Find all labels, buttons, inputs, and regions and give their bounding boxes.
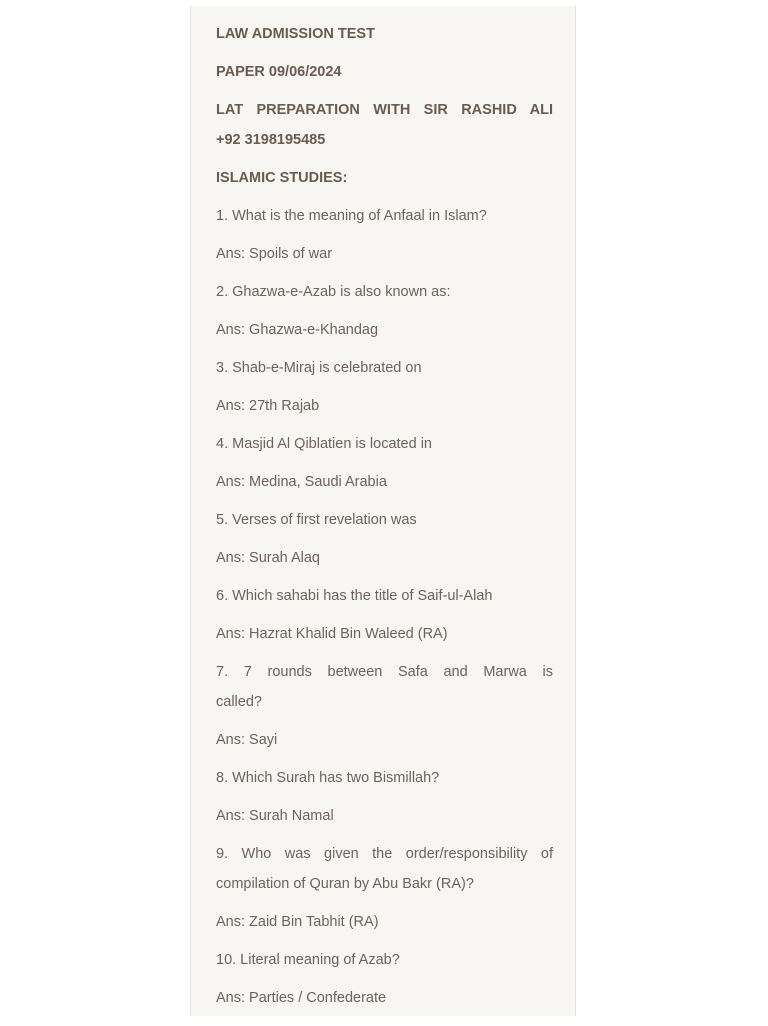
question-2: 2. Ghazwa-e-Azab is also known as: <box>216 284 451 300</box>
question-3: 3. Shab-e-Miraj is celebrated on <box>216 360 422 376</box>
answer-5: Ans: Surah Alaq <box>216 550 320 566</box>
question-10: 10. Literal meaning of Azab? <box>216 952 400 968</box>
question-7-line-2: called? <box>216 694 262 710</box>
prep-line: LAT PREPARATION WITH SIR RASHID ALI <box>216 102 553 118</box>
answer-7: Ans: Sayi <box>216 732 278 748</box>
question-7-line-1: 7. 7 rounds between Safa and Marwa is <box>216 664 553 680</box>
answer-4: Ans: Medina, Saudi Arabia <box>216 474 387 490</box>
document-page <box>190 6 576 1016</box>
question-1: 1. What is the meaning of Anfaal in Islam? <box>216 208 487 224</box>
answer-8: Ans: Surah Namal <box>216 808 334 824</box>
answer-3: Ans: 27th Rajab <box>216 398 320 414</box>
question-9-line-1: 9. Who was given the order/responsibility of <box>216 846 553 862</box>
doc-title: LAW ADMISSION TEST <box>216 26 375 42</box>
answer-2: Ans: Ghazwa-e-Khandag <box>216 322 379 338</box>
question-8: 8. Which Surah has two Bismillah? <box>216 770 440 786</box>
document-content <box>216 24 553 1026</box>
phone-number: +92 3198195485 <box>216 132 326 148</box>
question-5: 5. Verses of first revelation was <box>216 512 417 528</box>
answer-1: Ans: Spoils of war <box>216 246 333 262</box>
paper-date: PAPER 09/06/2024 <box>216 64 342 80</box>
question-4: 4. Masjid Al Qiblatien is located in <box>216 436 432 452</box>
question-6: 6. Which sahabi has the title of Saif-ul-Alah <box>216 588 493 604</box>
section-heading: ISLAMIC STUDIES: <box>216 170 348 186</box>
answer-10: Ans: Parties / Confederate <box>216 990 387 1006</box>
question-9-line-2: compilation of Quran by Abu Bakr (RA)? <box>216 876 474 892</box>
answer-9: Ans: Zaid Bin Tabhit (RA) <box>216 914 379 930</box>
answer-6: Ans: Hazrat Khalid Bin Waleed (RA) <box>216 626 448 642</box>
